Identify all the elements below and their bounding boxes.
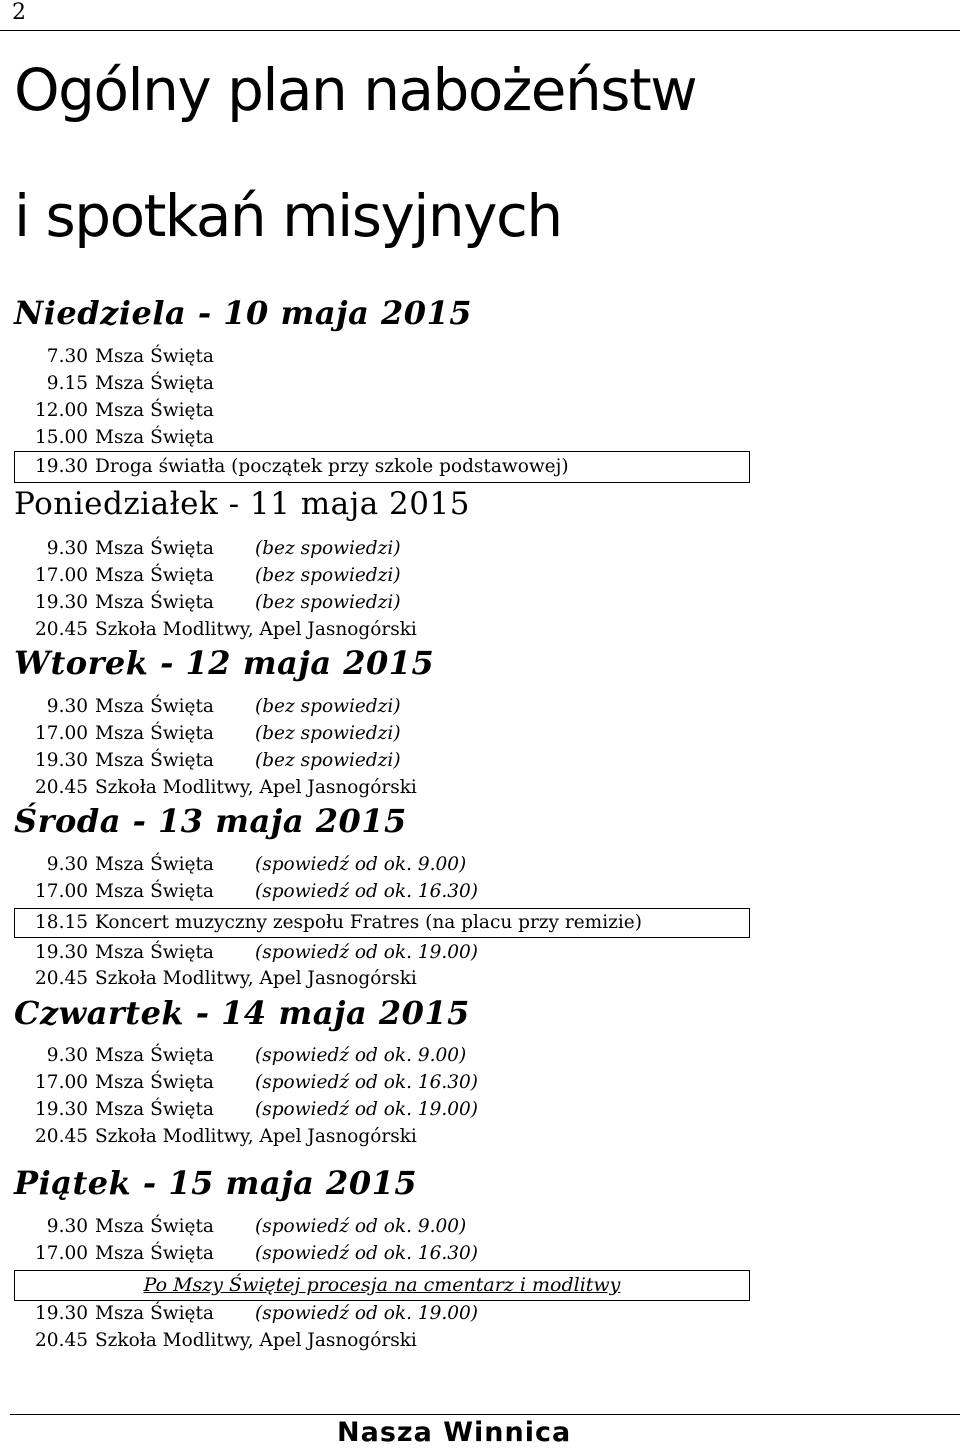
day-heading-wednesday: Środa - 13 maja 2015 (14, 802, 407, 840)
schedule-row: 19.30 Droga światła (początek przy szkole podstawowej) (35, 456, 569, 477)
schedule-row: 15.00 Msza Święta (35, 427, 214, 448)
day-heading-friday: Piątek - 15 maja 2015 (14, 1164, 418, 1202)
page-number: 2 (12, 0, 26, 25)
schedule-row: 7.30 Msza Święta (46, 346, 214, 367)
day-heading-monday: Poniedziałek - 11 maja 2015 (14, 486, 470, 522)
schedule-row: 17.00 Msza Święta (spowiedź od ok. 16.30) (35, 1072, 479, 1093)
schedule-row: 9.15 Msza Święta (46, 373, 214, 394)
procession-note: Po Mszy Świętej procesja na cmentarz i modlitwy (143, 1274, 621, 1296)
schedule-row: 20.45 Szkoła Modlitwy, Apel Jasnogórski (35, 777, 417, 798)
schedule-row: 18.15 Koncert muzyczny zespołu Fratres (na placu przy remizie) (35, 912, 642, 933)
schedule-row: 9.30 Msza Święta (spowiedź od ok. 9.00) (46, 1045, 467, 1066)
page-title-line-2: i spotkań misyjnych (14, 182, 562, 250)
schedule-row: 19.30 Msza Święta (bez spowiedzi) (35, 592, 401, 613)
day-heading-thursday: Czwartek - 14 maja 2015 (14, 994, 470, 1032)
schedule-row: 9.30 Msza Święta (bez spowiedzi) (46, 538, 401, 559)
schedule-row: 17.00 Msza Święta (spowiedź od ok. 16.30) (35, 1243, 479, 1264)
schedule-row: 19.30 Msza Święta (spowiedź od ok. 19.00) (35, 1099, 479, 1120)
schedule-row: 20.45 Szkoła Modlitwy, Apel Jasnogórski (35, 619, 417, 640)
schedule-row: 9.30 Msza Święta (spowiedź od ok. 9.00) (46, 1216, 467, 1237)
day-heading-tuesday: Wtorek - 12 maja 2015 (14, 644, 435, 682)
schedule-row: 20.45 Szkoła Modlitwy, Apel Jasnogórski (35, 1330, 417, 1351)
footer-title: Nasza Winnica (337, 1417, 572, 1448)
schedule-row: 19.30 Msza Święta (spowiedź od ok. 19.00) (35, 1303, 479, 1324)
day-heading-sunday: Niedziela - 10 maja 2015 (14, 294, 473, 332)
page-title-line-1: Ogólny plan nabożeństw (14, 56, 697, 124)
schedule-row: 17.00 Msza Święta (bez spowiedzi) (35, 565, 401, 586)
schedule-row: 20.45 Szkoła Modlitwy, Apel Jasnogórski (35, 968, 417, 989)
schedule-row: 19.30 Msza Święta (bez spowiedzi) (35, 750, 401, 771)
schedule-row: 17.00 Msza Święta (bez spowiedzi) (35, 723, 401, 744)
schedule-row: 12.00 Msza Święta (35, 400, 214, 421)
schedule-row: 20.45 Szkoła Modlitwy, Apel Jasnogórski (35, 1126, 417, 1147)
schedule-row: 19.30 Msza Święta (spowiedź od ok. 19.00) (35, 942, 479, 963)
schedule-row: 9.30 Msza Święta (bez spowiedzi) (46, 696, 401, 717)
top-rule (0, 30, 960, 31)
schedule-row: 9.30 Msza Święta (spowiedź od ok. 9.00) (46, 854, 467, 875)
schedule-row: 17.00 Msza Święta (spowiedź od ok. 16.30) (35, 881, 479, 902)
bottom-rule (10, 1414, 960, 1415)
